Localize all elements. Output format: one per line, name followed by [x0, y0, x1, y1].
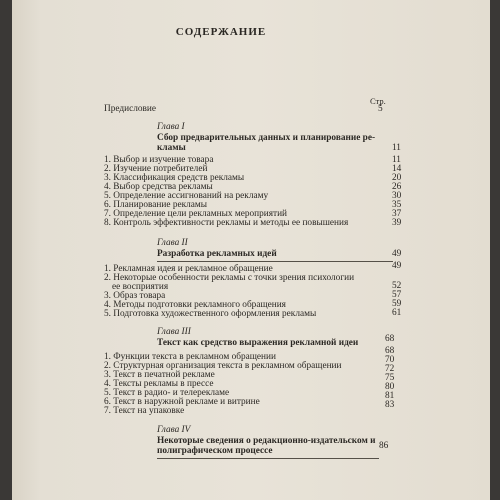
list-item-page: 81	[385, 391, 395, 401]
chapter-2-page: 49	[392, 249, 402, 259]
list-item-page: 52	[392, 281, 402, 291]
list-item: 4. Тексты рекламы в прессе	[104, 379, 214, 389]
list-item: 2. Структурная организация текста в рекламном обращении	[104, 361, 342, 371]
list-item: 7. Определение цели рекламных мероприятий	[104, 209, 288, 219]
list-item-page: 49	[392, 261, 402, 271]
list-item-page: 61	[392, 308, 402, 318]
chapter-4-title: Некоторые сведения о редакционно-издательском и	[157, 436, 376, 446]
list-item-page: 30	[392, 191, 402, 201]
chapter-1-page: 11	[392, 143, 401, 153]
list-item: 6. Планирование рекламы	[104, 200, 208, 210]
list-item: 3. Классификация средств рекламы	[104, 173, 245, 183]
list-item: 5. Определение ассигнований на рекламу	[104, 191, 269, 201]
preface-page: 5	[378, 104, 383, 114]
chapter-2-label: Глава II	[157, 238, 188, 248]
chapter-2-title: Разработка рекламных идей	[157, 249, 277, 259]
chapter-3-page: 68	[385, 334, 395, 344]
page-column-header: Стр.	[370, 96, 386, 106]
book-page	[12, 0, 490, 500]
list-item-page: 83	[385, 400, 395, 410]
list-item-page: 57	[392, 290, 402, 300]
list-item: 8. Контроль эффективности рекламы и методы ее повышения	[104, 218, 349, 228]
preface-entry: Предисловие	[104, 104, 156, 114]
chapter-4-page: 86	[379, 441, 389, 451]
list-item: 5. Подготовка художественного оформления рекламы	[104, 309, 317, 319]
list-item-page: 59	[392, 299, 402, 309]
list-item-page: 75	[385, 373, 395, 383]
list-item: 3. Текст в печатной рекламе	[104, 370, 215, 380]
list-item-page: 11	[392, 155, 401, 165]
page-title: СОДЕРЖАНИЕ	[175, 26, 267, 38]
list-item: 1. Выбор и изучение товара	[104, 155, 214, 165]
list-item: 7. Текст на упаковке	[104, 406, 185, 416]
chapter-4-title-cont: полиграфическом процессе	[157, 446, 273, 456]
list-item-page: 37	[392, 209, 402, 219]
list-item: 4. Выбор средства рекламы	[104, 182, 213, 192]
list-item-page: 26	[392, 182, 402, 192]
list-item: 2. Изучение потребителей	[104, 164, 208, 174]
chapter-1-label: Глава I	[157, 122, 185, 132]
list-item-page: 35	[392, 200, 402, 210]
list-item: 4. Методы подготовки рекламного обращения	[104, 300, 286, 310]
list-item-page: 39	[392, 218, 402, 228]
list-item-page: 14	[392, 164, 402, 174]
list-item: 5. Текст в радио- и телерекламе	[104, 388, 230, 398]
list-item-page: 20	[392, 173, 402, 183]
chapter-4-label: Глава IV	[157, 425, 191, 435]
list-item-page: 80	[385, 382, 395, 392]
chapter-3-title: Текст как средство выражения рекламной идеи	[157, 338, 359, 348]
list-item-cont: ее восприятия	[112, 282, 169, 292]
list-item: 1. Рекламная идея и рекламное обращение	[104, 264, 273, 274]
chapter-3-label: Глава III	[157, 327, 191, 337]
list-item: 2. Некоторые особенности рекламы с точки зрения психологии	[104, 273, 355, 283]
chapter-1-title: Сбор предварительных данных и планирование ре-	[157, 133, 376, 143]
chapter-1-title-cont: кламы	[157, 143, 186, 153]
list-item-page: 70	[385, 355, 395, 365]
list-item: 3. Образ товара	[104, 291, 166, 301]
list-item: 1. Функции текста в рекламном обращении	[104, 352, 276, 362]
list-item: 6. Текст в наружной рекламе и витрине	[104, 397, 260, 407]
list-item-page: 72	[385, 364, 395, 374]
list-item-page: 68	[385, 346, 395, 356]
